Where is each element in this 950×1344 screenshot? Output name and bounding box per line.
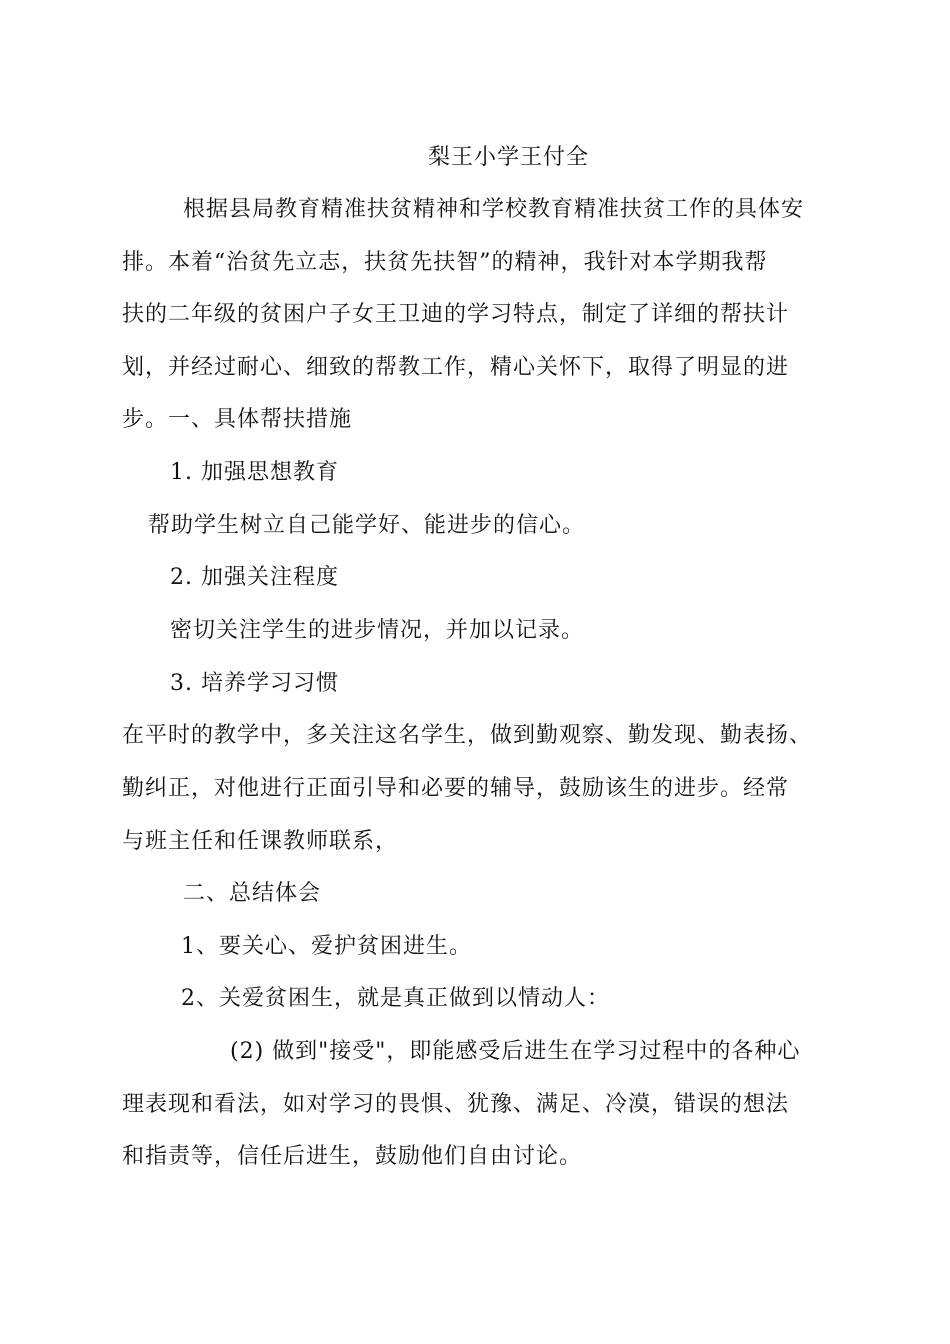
intro-line-2: 排。本着“治贫先立志，扶贫先扶智”的精神，我针对本学期我帮 [122, 250, 768, 275]
measure-3-line-2: 勤纠正，对他进行正面引导和必要的辅导，鼓励该生的进步。经常 [122, 776, 790, 801]
point-2: 2、关爱贫困生，就是真正做到以情动人： [181, 986, 610, 1011]
point-2-sub-line-3: 和指责等，信任后进生，鼓励他们自由讨论。 [122, 1144, 583, 1169]
measure-1-heading: 1. 加强思想教育 [170, 460, 339, 485]
measure-3-heading: 3. 培养学习习惯 [170, 671, 339, 696]
intro-line-5: 步。一、具体帮扶措施 [122, 407, 353, 432]
document-title: 梨王小学王付全 [428, 145, 590, 170]
measure-2-heading: 2. 加强关注程度 [170, 565, 339, 590]
section-2-heading: 二、总结体会 [183, 881, 322, 906]
intro-line-4: 划，并经过耐心、细致的帮教工作，精心关怀下，取得了明显的进 [122, 355, 790, 380]
measure-1-text: 帮助学生树立自己能学好、能进步的信心。 [148, 513, 586, 538]
point-2-sub-line-1: (2) 做到"接受"，即能感受后进生在学习过程中的各种心 [230, 1039, 801, 1064]
measure-3-line-3: 与班主任和任课教师联系， [122, 829, 399, 854]
point-1: 1、要关心、爱护贫困进生。 [181, 934, 472, 959]
point-2-sub-line-2: 理表现和看法，如对学习的畏惧、犹豫、满足、冷漠，错误的想法 [122, 1092, 790, 1117]
intro-line-3: 扶的二年级的贫困户子女王卫迪的学习特点，制定了详细的帮扶计 [122, 302, 790, 327]
intro-line-1: 根据县局教育精准扶贫精神和学校教育精准扶贫工作的具体安 [183, 197, 805, 222]
measure-3-line-1: 在平时的教学中，多关注这名学生，做到勤观察、勤发现、勤表扬、 [122, 723, 813, 748]
measure-2-text: 密切关注学生的进步情况，并加以记录。 [170, 618, 585, 643]
